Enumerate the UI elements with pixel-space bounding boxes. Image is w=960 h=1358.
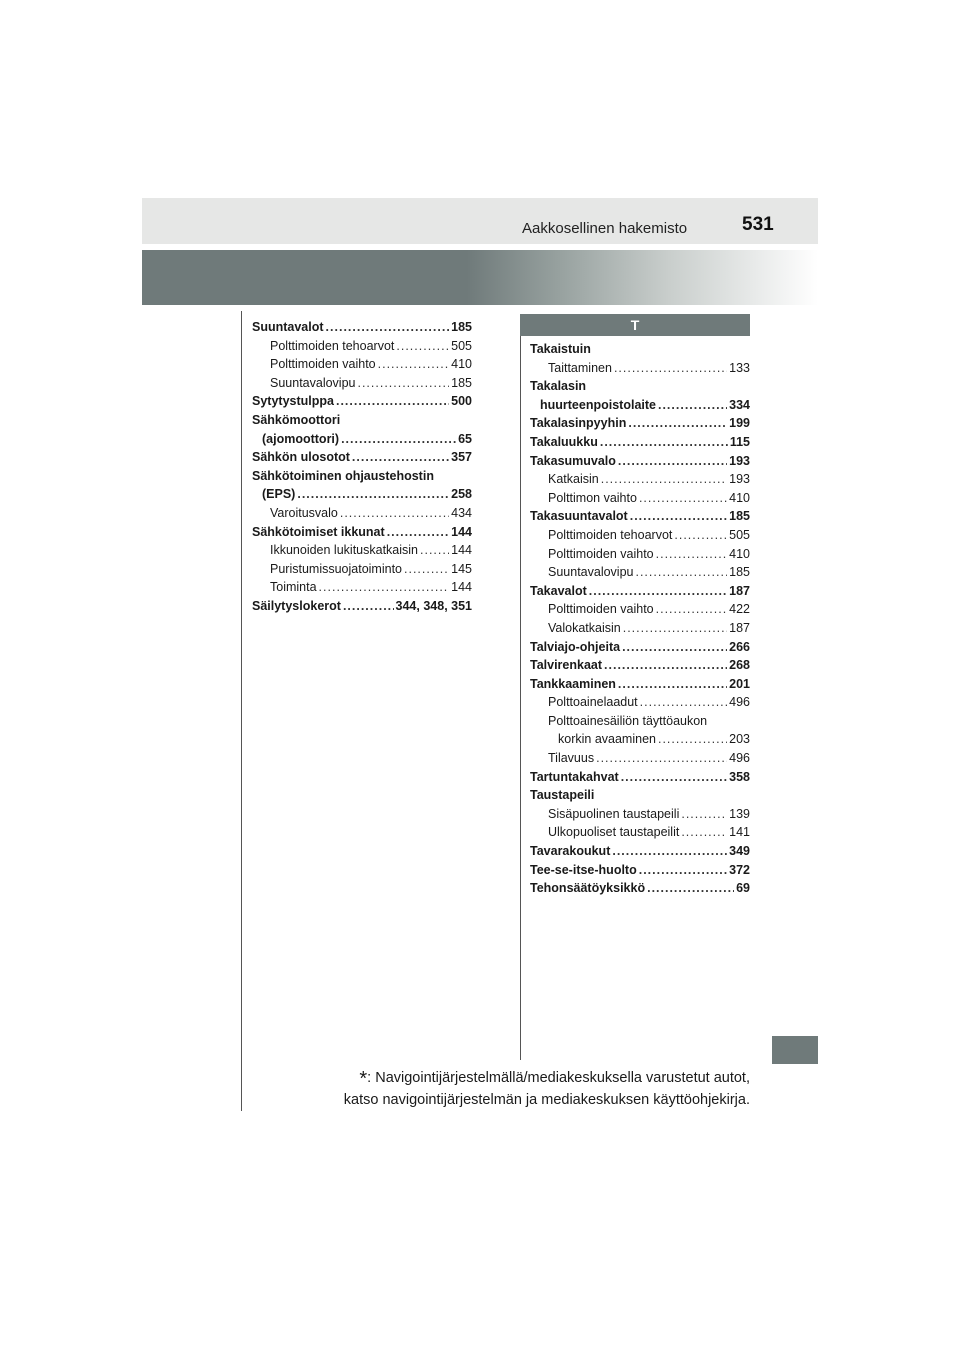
index-entry	[252, 411, 472, 430]
index-entry-term: Polttimoiden tehoarvot	[548, 527, 673, 542]
index-entry-term: Tehonsäätöyksikkö	[530, 881, 646, 896]
index-entry	[252, 374, 472, 393]
dot-leader	[612, 842, 727, 861]
index-entry-term: Varoitusvalo	[270, 505, 338, 520]
index-entry	[530, 600, 750, 619]
index-entry	[530, 433, 750, 452]
index-entry-term: Takasumuvalo	[530, 453, 616, 468]
header-gradient-band	[142, 250, 818, 305]
index-entry	[530, 582, 750, 601]
dot-leader	[639, 489, 727, 508]
index-entry-page: 199	[729, 416, 750, 431]
dot-leader	[681, 805, 727, 824]
dot-leader	[628, 414, 727, 433]
index-entry	[530, 526, 750, 545]
column-divider	[520, 336, 521, 1060]
index-entry	[252, 541, 472, 560]
dot-leader	[340, 504, 449, 523]
dot-leader	[674, 526, 727, 545]
index-entry-page: 193	[729, 453, 750, 468]
index-entry	[530, 414, 750, 433]
index-entry-term: Suuntavalovipu	[548, 565, 634, 580]
index-entry-page: 133	[729, 360, 750, 375]
index-entry-term: Suuntavalot	[252, 320, 324, 334]
index-entry	[530, 638, 750, 657]
dot-leader	[618, 452, 727, 471]
index-entry-page: 268	[729, 658, 750, 673]
index-entry	[252, 430, 472, 449]
index-entry-page: 139	[729, 806, 750, 821]
index-entry-page: 141	[729, 825, 750, 840]
index-entry-term: Katkaisin	[548, 472, 599, 487]
index-entry-page: 185	[729, 565, 750, 580]
dot-leader	[378, 355, 450, 374]
index-entry-page: 185	[451, 320, 472, 334]
index-entry-term: huurteenpoistolaite	[540, 397, 656, 412]
dot-leader	[681, 823, 727, 842]
index-entry-term: Tavarakoukut	[530, 844, 611, 859]
footnote	[344, 1068, 750, 1111]
index-entry-term: Sytytystulppa	[252, 394, 334, 409]
index-entry-page: 144	[451, 524, 472, 539]
index-entry-page: 144	[451, 580, 472, 595]
index-entry-page: 185	[451, 375, 472, 390]
index-entry-term: Tilavuus	[548, 751, 595, 766]
index-entry	[530, 359, 750, 378]
dot-leader	[352, 448, 449, 467]
index-entry-page: 144	[451, 543, 472, 558]
dot-leader	[600, 433, 728, 452]
index-entry-term: Takaluukku	[530, 434, 598, 449]
dot-leader	[614, 359, 727, 378]
index-entry-term: Sähkön ulosotot	[252, 450, 350, 465]
index-entry-term: Takalasinpyyhin	[530, 416, 627, 431]
index-entry	[530, 377, 750, 396]
index-entry-page: 193	[729, 472, 750, 487]
index-entry-page: 115	[729, 434, 750, 449]
index-entry-term: Toiminta	[270, 580, 317, 595]
index-column-right	[530, 340, 750, 898]
index-entry-page: 410	[451, 357, 472, 372]
index-entry-page: 505	[451, 338, 472, 353]
dot-leader	[658, 730, 727, 749]
index-entry	[252, 318, 472, 337]
index-entry-page: 496	[729, 695, 750, 710]
dot-leader	[630, 507, 727, 526]
index-entry-term: Sisäpuolinen taustapeili	[548, 806, 680, 821]
dot-leader	[622, 638, 727, 657]
index-entry	[530, 823, 750, 842]
index-entry	[252, 523, 472, 542]
dot-leader	[647, 879, 734, 898]
index-entry-page: 505	[729, 527, 750, 542]
dot-leader	[420, 541, 449, 560]
index-column-left	[252, 318, 472, 616]
index-entry-page: 500	[451, 394, 472, 409]
index-entry-page: 410	[729, 490, 750, 505]
index-entry-page: 203	[729, 732, 750, 747]
page-number: 531	[742, 214, 774, 235]
dot-leader	[621, 768, 727, 787]
index-entry-term: Sähkötoimiset ikkunat	[252, 524, 385, 539]
index-entry-page: 357	[451, 450, 472, 465]
header-bar	[142, 198, 818, 244]
index-entry-page: 334	[729, 397, 750, 412]
index-entry-term: Tartuntakahvat	[530, 769, 619, 784]
dot-leader	[635, 563, 727, 582]
index-entry-term: Takaistuin	[530, 342, 591, 356]
index-entry	[530, 805, 750, 824]
index-entry	[530, 749, 750, 768]
dot-leader	[604, 656, 727, 675]
index-entry	[530, 489, 750, 508]
dot-leader	[404, 560, 449, 579]
footnote-line-2: katso navigointijärjestelmän ja mediakeskuksen käyttöohjekirja.	[343, 1092, 750, 1108]
page-title: Aakkosellinen hakemisto	[522, 220, 688, 237]
index-entry	[530, 675, 750, 694]
index-entry	[530, 563, 750, 582]
index-entry-page: 496	[729, 751, 750, 766]
dot-leader	[658, 396, 727, 415]
dot-leader	[639, 861, 727, 880]
footnote-line-1: *: Navigointijärjestelmällä/mediakeskuksella varustetut autot,	[359, 1068, 750, 1090]
index-entry	[530, 861, 750, 880]
index-entry-term: Takasuuntavalot	[530, 509, 628, 524]
index-entry-page: 344, 348, 351	[395, 598, 472, 613]
index-entry	[530, 452, 750, 471]
index-entry-term: Talvirenkaat	[530, 658, 603, 673]
dot-leader	[297, 485, 449, 504]
dot-leader	[326, 318, 450, 337]
index-entry-term: Polttimoiden vaihto	[548, 546, 654, 561]
index-entry	[252, 355, 472, 374]
index-entry-page: 258	[451, 487, 472, 502]
index-entry	[252, 448, 472, 467]
index-entry	[530, 712, 750, 731]
index-entry-term: Sähkömoottori	[252, 412, 341, 427]
index-entry-term: Takalasin	[530, 379, 587, 394]
index-entry-term: Polttimon vaihto	[548, 490, 637, 505]
dot-leader	[387, 523, 449, 542]
index-entry-term: Suuntavalovipu	[270, 375, 356, 390]
index-entry	[252, 578, 472, 597]
index-entry-term: Tankkaaminen	[530, 676, 616, 691]
index-entry	[530, 507, 750, 526]
section-letter-header: T	[520, 314, 750, 336]
index-entry-page: 185	[729, 509, 750, 524]
dot-leader	[319, 578, 450, 597]
index-entry	[252, 597, 472, 616]
index-entry-term: Ikkunoiden lukituskatkaisin	[270, 543, 418, 558]
index-entry	[530, 340, 750, 359]
index-entry-term: Polttoainesäiliön täyttöaukon	[548, 713, 708, 728]
index-entry-page: 410	[729, 546, 750, 561]
index-entry-term: Valokatkaisin	[548, 620, 621, 635]
dot-leader	[656, 545, 728, 564]
index-entry	[530, 656, 750, 675]
index-entry	[530, 786, 750, 805]
index-entry-page: 358	[729, 769, 750, 784]
index-entry-page: 422	[729, 602, 750, 617]
index-entry-term: Säilytyslokerot	[252, 598, 341, 613]
index-entry-term: (ajomoottori)	[262, 431, 340, 446]
index-entry-term: Tee-se-itse-huolto	[530, 862, 637, 877]
index-entry-term: (EPS)	[262, 487, 296, 502]
index-entry	[530, 768, 750, 787]
index-entry-page: 145	[451, 561, 472, 576]
index-entry	[530, 730, 750, 749]
index-entry	[530, 545, 750, 564]
index-entry	[252, 485, 472, 504]
index-entry-page: 372	[729, 862, 750, 877]
index-entry	[530, 619, 750, 638]
index-entry-term: Polttimoiden vaihto	[270, 357, 376, 372]
left-column-rule	[241, 311, 242, 1111]
index-entry-page: 349	[729, 844, 750, 859]
section-thumb-tab	[772, 1036, 818, 1064]
index-entry-term: Taustapeili	[530, 788, 595, 803]
index-entry	[530, 470, 750, 489]
index-entry-page: 201	[729, 676, 750, 691]
index-entry-term: Talviajo-ohjeita	[530, 639, 621, 654]
dot-leader	[640, 693, 727, 712]
dot-leader	[357, 374, 449, 393]
index-entry-term: Polttimoiden tehoarvot	[270, 338, 395, 353]
index-entry	[530, 842, 750, 861]
index-entry-term: korkin avaaminen	[558, 732, 656, 747]
dot-leader	[341, 430, 456, 449]
dot-leader	[601, 470, 727, 489]
index-entry	[252, 504, 472, 523]
dot-leader	[396, 337, 449, 356]
dot-leader	[336, 392, 449, 411]
index-entry	[530, 693, 750, 712]
index-entry-page: 187	[729, 583, 750, 598]
index-entry	[252, 560, 472, 579]
footnote-star: *	[359, 1068, 368, 1090]
index-entry-page: 69	[736, 881, 750, 896]
dot-leader	[596, 749, 727, 768]
index-entry	[530, 879, 750, 898]
index-entry-page: 266	[729, 639, 750, 654]
index-entry-page: 65	[458, 431, 472, 446]
index-entry	[252, 337, 472, 356]
index-entry-term: Polttimoiden vaihto	[548, 602, 654, 617]
dot-leader	[623, 619, 727, 638]
dot-leader	[656, 600, 728, 619]
dot-leader	[618, 675, 727, 694]
index-entry-term: Ulkopuoliset taustapeilit	[548, 825, 680, 840]
index-entry-term: Sähkötoiminen ohjaustehostin	[252, 468, 434, 483]
index-entry-page: 187	[729, 620, 750, 635]
index-entry-term: Puristumissuojatoiminto	[270, 561, 402, 576]
index-entry-term: Taittaminen	[548, 360, 612, 375]
index-entry-term: Polttoainelaadut	[548, 695, 638, 710]
index-entry	[252, 467, 472, 486]
dot-leader	[343, 597, 394, 616]
index-entry	[252, 392, 472, 411]
dot-leader	[589, 582, 727, 601]
index-entry-page: 434	[451, 505, 472, 520]
index-entry-term: Takavalot	[530, 583, 587, 598]
index-entry	[530, 396, 750, 415]
